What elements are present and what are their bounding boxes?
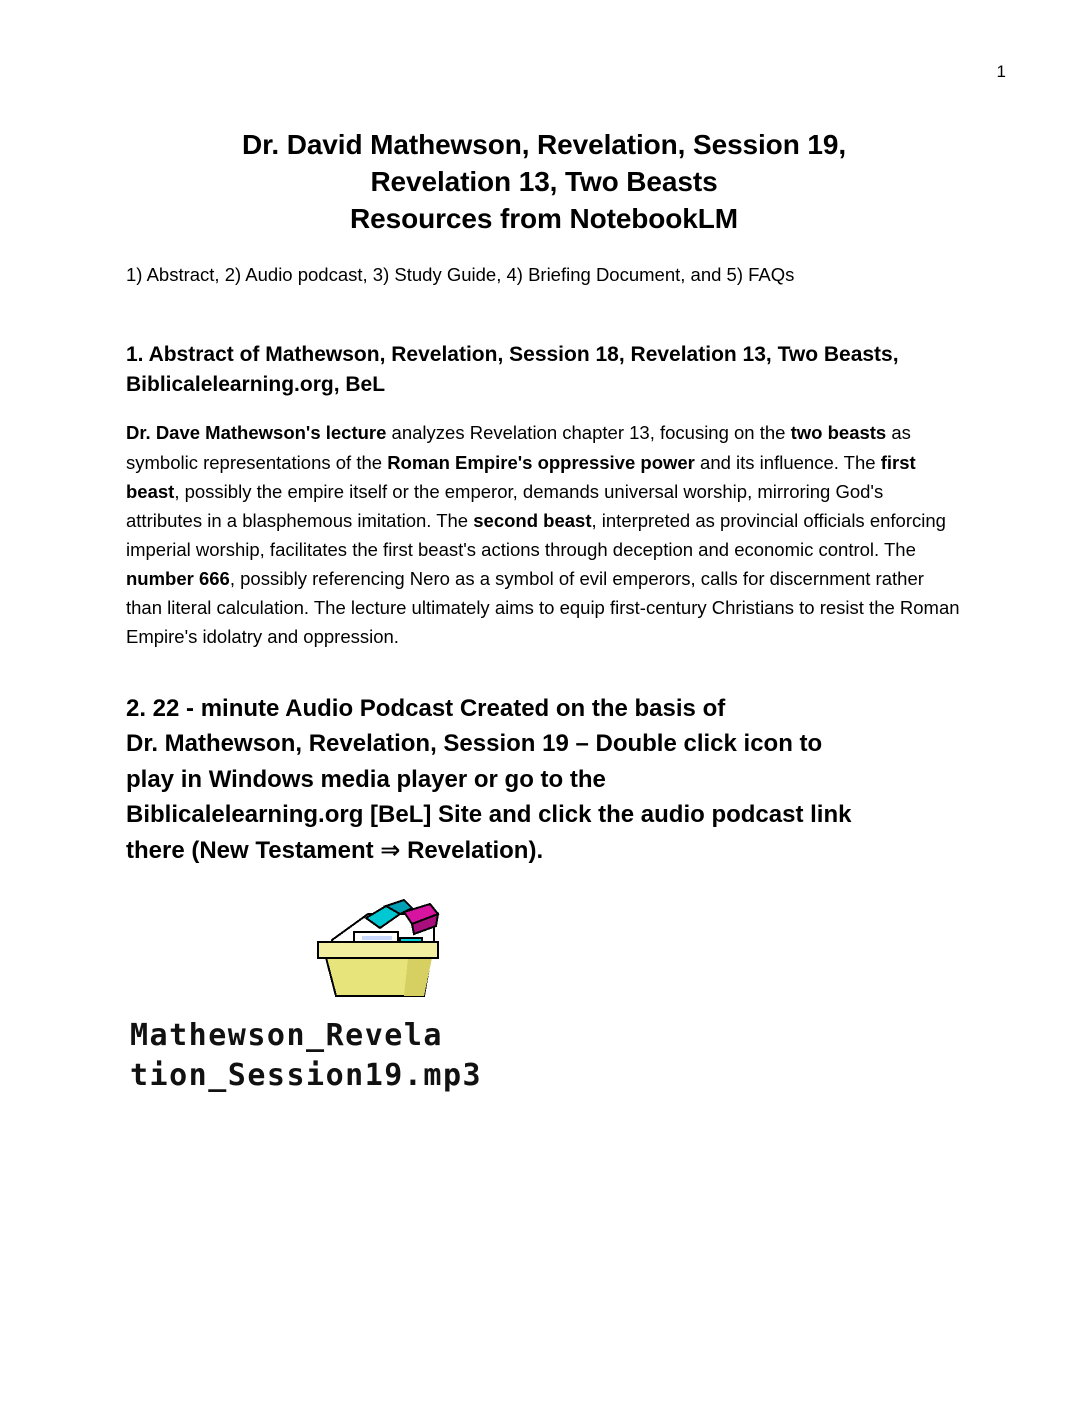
abstract-bold-roman-empire: Roman Empire's oppressive power [387,451,695,473]
abstract-text-4: , possibly the empire itself or the emperor, demands universal worship, mirroring God's attributes in a blasphemous imitation. The [126,480,884,531]
mp3-package-icon[interactable] [308,898,458,1008]
title-line-2: Revelation 13, Two Beasts [370,166,718,198]
attachment-filename-line-1: Mathewson_Revela [130,1018,443,1054]
abstract-text-3: and its influence. The [694,451,881,473]
abstract-bold-second-beast: second beast [473,509,592,531]
double-arrow-icon: ⇒ [380,835,401,864]
abstract-text-2: as symbolic representations of the [126,422,911,473]
podcast-heading-line-3: play in Windows media player or go to the [126,765,606,793]
abstract-paragraph [126,418,962,650]
attachment-filename-line-2: tion_Session19.mp3 [130,1058,483,1094]
section-heading-podcast [126,691,962,869]
page-title [126,126,962,238]
page-number: 1 [996,62,1006,81]
abstract-text-1: analyzes Revelation chapter 13, focusing on the [386,422,791,444]
podcast-heading-line-5a: there (New Testament [126,836,381,864]
title-line-1: Dr. David Mathewson, Revelation, Session 19, [241,129,846,160]
podcast-heading-line-4: Biblicalelearning.org [BeL] Site and click the audio podcast link [126,801,852,829]
document-content [126,126,962,1096]
podcast-heading-line-1: 2. 22 - minute Audio Podcast Created on the basis of [126,694,726,722]
abstract-text-5: , interpreted as provincial officials enforcing imperial worship, facilitates the first beast's actions through deception and economic control. The [126,509,946,560]
abstract-bold-number-666: number 666 [126,567,230,589]
title-line-3: Resources from NotebookLM [350,203,738,235]
resources-list: 1) Abstract, 2) Audio podcast, 3) Study Guide, 4) Briefing Document, and 5) FAQs [126,263,795,285]
abstract-bold-lecturer: Dr. Dave Mathewson's lecture [126,422,387,444]
embedded-audio-object[interactable] [126,898,962,1096]
section-heading-abstract: 1. Abstract of Mathewson, Revelation, Session 18, Revelation 13, Two Beasts, Biblicalelearning.org, BeL [126,342,899,397]
podcast-heading-line-5 [126,833,962,869]
attachment-filename [130,1016,962,1096]
podcast-heading-line-5b: Revelation). [400,836,544,864]
podcast-heading-line-2: Dr. Mathewson, Revelation, Session 19 – Double click icon to [126,730,823,758]
abstract-bold-two-beasts: two beasts [790,422,887,444]
abstract-text-6: , possibly referencing Nero as a symbol of evil emperors, calls for discernment rather than literal calculation. The lecture ultimately aims to equip first-century Christians to resist the Roman Empire's idolatry and oppression. [126,567,960,647]
abstract-bold-first-beast: first beast [126,451,916,502]
